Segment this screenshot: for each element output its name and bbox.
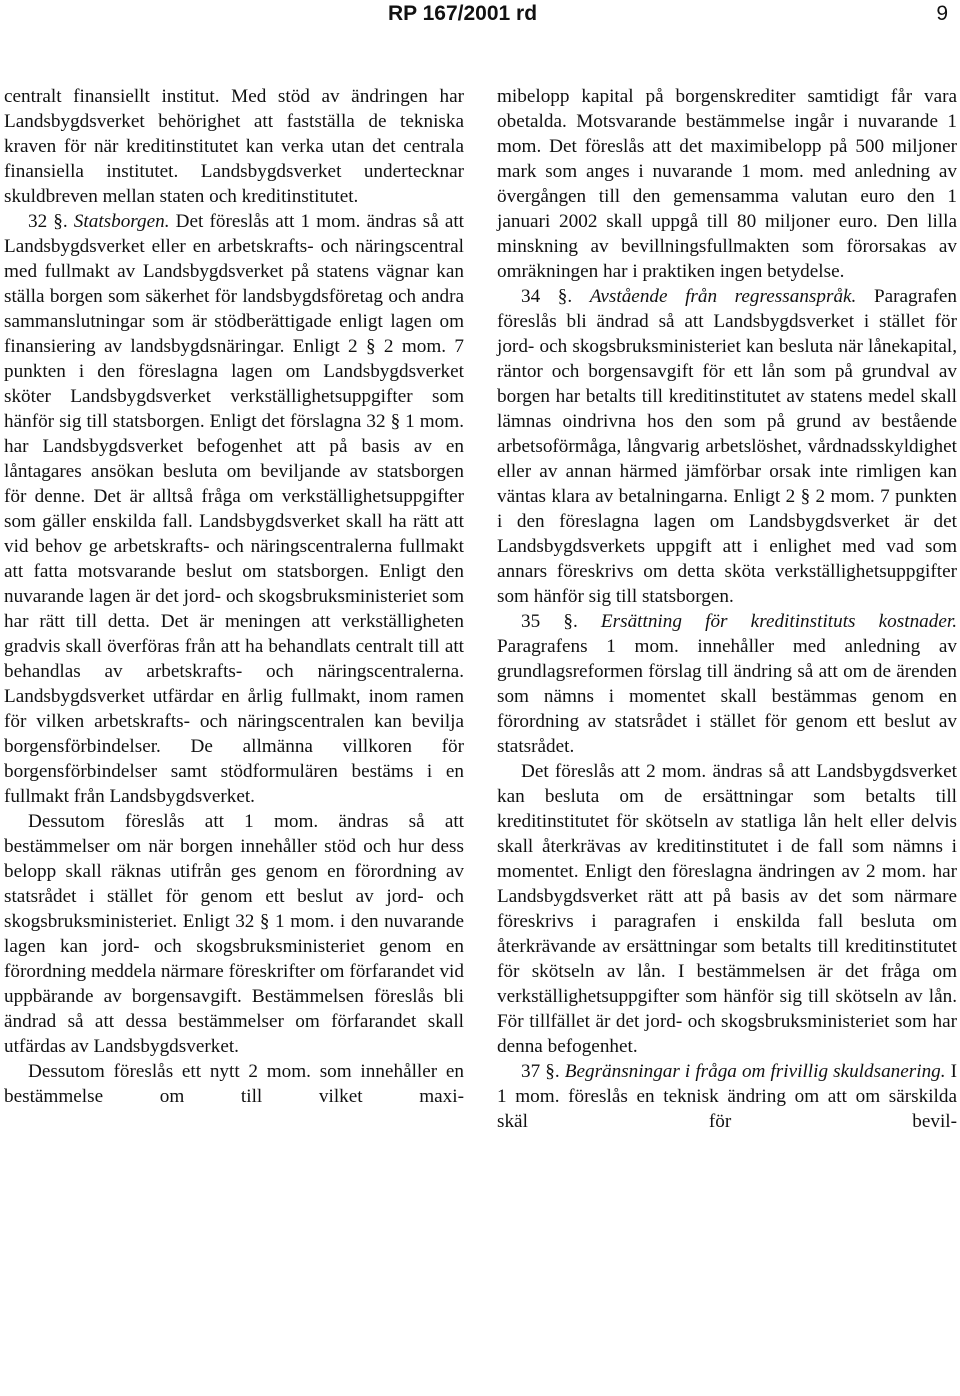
paragraph-text: Paragrafen föreslås bli ändrad så att Landsbygdsverket i stället för jord- och skogsbruksministeriet kan besluta när lånekapital, räntor och borgensavgift för ett lån som på grundval av borgen har betalts till kreditinstitutet av statens medel skall lämnas oindrivna hos den som på grund av bestående arbetsoförmåga, långvarig arbetslöshet, vårdnadsskyldighet eller av annan härmed jämförbar orsak inte rimligen kan väntas klara av betalningarna. Enligt 2 § 2 mom. 7 punkten i den föreslagna lagen om Landsbygdsverket är det Landsbygdsverkets uppgift att i enlighet med vad som annars föreskrivs om detta sköta verkställighetsuppgifter som hänför sig till statsborgen. (497, 286, 958, 607)
section-paragraph-37 (497, 1059, 957, 1134)
left-column (4, 84, 464, 1109)
section-number: 34 §. (521, 286, 573, 307)
section-number: 35 §. (521, 611, 578, 632)
paragraph-text: I 1 mom. föreslås en teknisk ändring om att om särskilda skäl för bevil- (497, 1061, 958, 1132)
section-paragraph-35 (497, 609, 957, 759)
section-paragraph-34 (497, 284, 957, 609)
paragraph: Det föreslås att 2 mom. ändras så att Landsbygdsverket kan besluta om de ersättningar som betalts till kreditinstitutet för skötseln av statliga lån helt eller delvis skall återkrävas av kreditinstitutet i de fall som nämns i momentet. Enligt den föreslagna ändringen av 2 mom. har Landsbygdsverket rätt att på basis av det som närmare föreskrivs i paragrafen i enskilda fall besluta om återkrävande av ersättningar som betalts till kreditinstitutet för skötseln av lån. I bestämmelsen är det fråga om verkställighetsuppgifter som hänför sig till skötseln av lån. För tillfället är det jord- och skogsbruksministeriet som har denna befogenhet. (497, 761, 957, 1057)
paragraph: Dessutom föreslås ett nytt 2 mom. som innehåller en bestämmelse om till vilket maxi- (4, 1061, 464, 1107)
paragraph: centralt finansiellt institut. Med stöd av ändringen har Landsbygdsverket behörighet att fastställa de tekniska kraven för när kreditinstitutet kan verka utan det centrala finansiella institutet. Landsbygdsverket undertecknar skuldbreven mellan staten och kreditinstitutet. (4, 86, 464, 207)
section-number: 32 §. (28, 211, 68, 232)
section-title: Begränsningar i fråga om frivillig skuldsanering. (564, 1061, 946, 1082)
paragraph: mibelopp kapital på borgenskrediter samtidigt får vara obetalda. Motsvarande bestämmelse ingår i nuvarande 1 mom. Det föreslås att det maximibelopp på 500 miljoner mark som anges i nuvarande 1 mom. med anledning av övergången till den gemensamma valutan euro den 1 januari 2002 skall uppgå till 80 miljoner euro. Den lilla minskning av bevillningsfullmakten som förorsakas av omräkningen har i praktiken ingen betydelse. (497, 86, 957, 282)
section-number: 37 §. (521, 1061, 560, 1082)
page-number: 9 (936, 2, 948, 25)
right-column (497, 84, 957, 1134)
paragraph: Dessutom föreslås att 1 mom. ändras så att bestämmelser om när borgen innehåller stöd och hur dess belopp skall räknas utifrån ges genom en förordning av statsrådet i stället för genom ett beslut av jord- och skogsbruksministeriet. Enligt 32 § 1 mom. i den nuvarande lagen kan jord- och skogsbruksministeriet genom en förordning meddela närmare föreskrifter om förfarandet vid uppbärande av borgensavgift. Bestämmelsen föreslås bli ändrad så att dessa bestämmelser om förfarandet skall utfärdas av Landsbygdsverket. (4, 811, 464, 1057)
document-id: RP 167/2001 rd (388, 2, 538, 25)
page-header (0, 0, 960, 40)
paragraph-text: Paragrafens 1 mom. innehåller med anledning av grundlagsreformen förslag till ändring så att om de ärenden som nämns i momentet skall bestämmas genom en förordning av statsrådet i stället för genom ett beslut av statsrådet. (497, 636, 957, 757)
section-paragraph-32 (4, 209, 464, 809)
section-title: Statsborgen. (73, 211, 170, 232)
paragraph-text: Det föreslås att 1 mom. ändras så att Landsbygdsverket eller en arbetskrafts- och näringscentral med fullmakt av Landsbygdsverket på statens vägnar kan ställa borgen som säkerhet för landsbygdsföretag och andra sammanslutningar som är stödberättigade enligt lagen om finansiering av landsbygdsnäringar. Enligt 2 § 2 mom. 7 punkten i den föreslagna lagen om Landsbygdsverket sköter Landsbygdsverket verkställighetsuppgifter som hänför sig till statsborgen. Enligt det förslagna 32 § 1 mom. har Landsbygdsverket befogenhet att på basis av en låntagares ansökan besluta om beviljande av statsborgen för denne. Det är alltså fråga om verkställighetsuppgifter som gäller enskilda fall. Landsbygdsverket skall ha rätt att vid behov ge arbetskrafts- och näringscentralerna fullmakt att fatta motsvarande beslut om statsborgen. Enligt den nuvarande lagen är det jord- och skogsbruksministeriet som har rätt till detta. Det är meningen att verkställigheten gradvis skall överföras från att ha behandlats centralt till att behandlas av arbetskrafts- och näringscentralerna. Landsbygdsverket utfärdar en årlig fullmakt, inom ramen för vilken arbetskrafts- och näringscentralen kan bevilja borgensförbindelser. De allmänna villkoren för borgensförbindelser samt stödformulären bestäms i en fullmakt från Landsbygdsverket. (4, 211, 465, 807)
section-title: Ersättning för kreditinstituts kostnader. (600, 611, 958, 632)
section-title: Avstående från regressanspråk. (589, 286, 857, 307)
